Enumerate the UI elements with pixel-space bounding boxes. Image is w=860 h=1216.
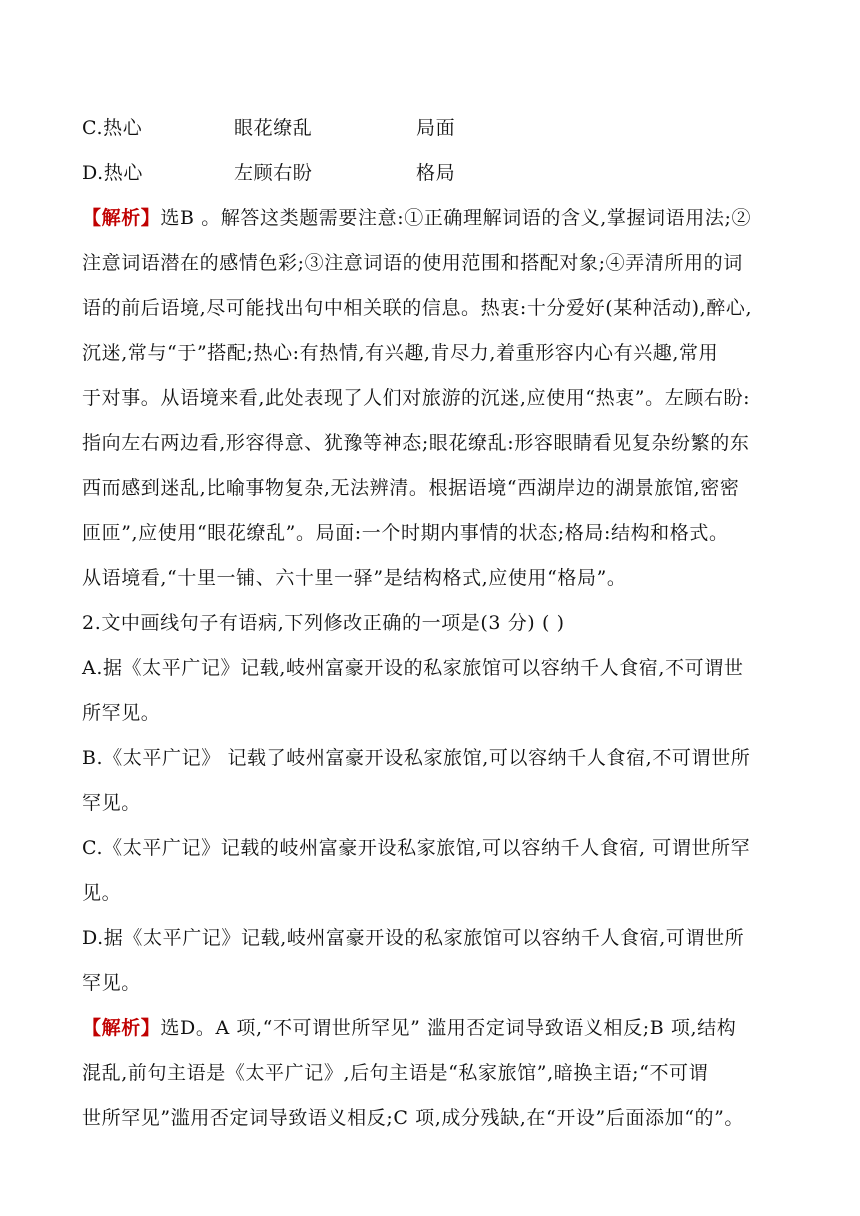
option-d-word3: 格局: [416, 162, 456, 184]
option-c-label: C.热心: [82, 117, 143, 139]
analysis1-line-7: 匝匝”,应使用“眼花缭乱”。局面:一个时期内事情的状态;格局:结构和格式。: [82, 522, 729, 544]
analysis1-line-1: 注意词语潜在的感情色彩;③注意词语的使用范围和搭配对象;④弄清所用的词: [82, 252, 743, 274]
option-c-word2: 眼花缭乱: [234, 117, 313, 139]
analysis1-line-8: 从语境看,“十里一铺、六十里一驿”是结构格式,应使用“格局”。: [82, 567, 627, 589]
analysis1-line-3: 沉迷,常与“于”搭配;热心:有热情,有兴趣,肯尽力,着重形容内心有兴趣,常用: [82, 342, 719, 364]
question2-option-b-line-1: 罕见。: [82, 792, 141, 814]
analysis1-line-4: 于对事。从语境来看,此处表现了人们对旅游的沉迷,应使用“热衷”。左顾右盼:: [82, 387, 751, 409]
analysis-text: 选D。A 项,“不可谓世所罕见” 滥用否定词导致语义相反;B 项,结构: [160, 1017, 737, 1039]
option-d-word2: 左顾右盼: [234, 162, 313, 184]
option-c-word3: 局面: [416, 117, 456, 139]
question2-option-b-line-0: B.《太平广记》 记载了岐州富豪开设私家旅馆,可以容纳千人食宿,不可谓世所: [82, 747, 751, 769]
analysis1-line-0: [82, 203, 751, 230]
analysis-text: 选B 。解答这类题需要注意:①正确理解词语的含义,掌握词语用法;②: [160, 207, 752, 229]
question2-option-d-line-1: 罕见。: [82, 972, 141, 994]
analysis-tag: 【解析】: [82, 1017, 161, 1039]
analysis2-line-2: 世所罕见”滥用否定词导致语义相反;C 项,成分残缺,在“开设”后面添加“的”。: [82, 1107, 745, 1129]
question2-option-a-line-1: 所罕见。: [82, 702, 161, 724]
analysis1-line-6: 西而感到迷乱,比喻事物复杂,无法辨清。根据语境“西湖岸边的湖景旅馆,密密: [82, 477, 740, 499]
question2-option-d-line-0: D.据《太平广记》记载,岐州富豪开设的私家旅馆可以容纳千人食宿,可谓世所: [82, 927, 745, 949]
question2-option-a-line-0: A.据《太平广记》记载,岐州富豪开设的私家旅馆可以容纳千人食宿,不可谓世: [82, 657, 744, 679]
analysis2-line-0: [82, 1013, 736, 1040]
analysis1-line-5: 指向左右两边看,形容得意、犹豫等神态;眼花缭乱:形容眼睛看见复杂纷繁的东: [82, 432, 750, 454]
question2-stem: 2.文中画线句子有语病,下列修改正确的一项是(3 分) ( ): [82, 612, 565, 634]
option-d-label: D.热心: [82, 162, 143, 184]
question2-option-c-line-0: C.《太平广记》记载的岐州富豪开设私家旅馆,可以容纳千人食宿, 可谓世所罕: [82, 837, 751, 859]
analysis-tag: 【解析】: [82, 207, 161, 229]
analysis1-line-2: 语的前后语境,尽可能找出句中相关联的信息。热衷:十分爱好(某种活动),醉心,: [82, 297, 753, 319]
question2-option-c-line-1: 见。: [82, 882, 122, 904]
analysis2-line-1: 混乱,前句主语是《太平广记》,后句主语是“私家旅馆”,暗换主语;“不可谓: [82, 1062, 709, 1084]
